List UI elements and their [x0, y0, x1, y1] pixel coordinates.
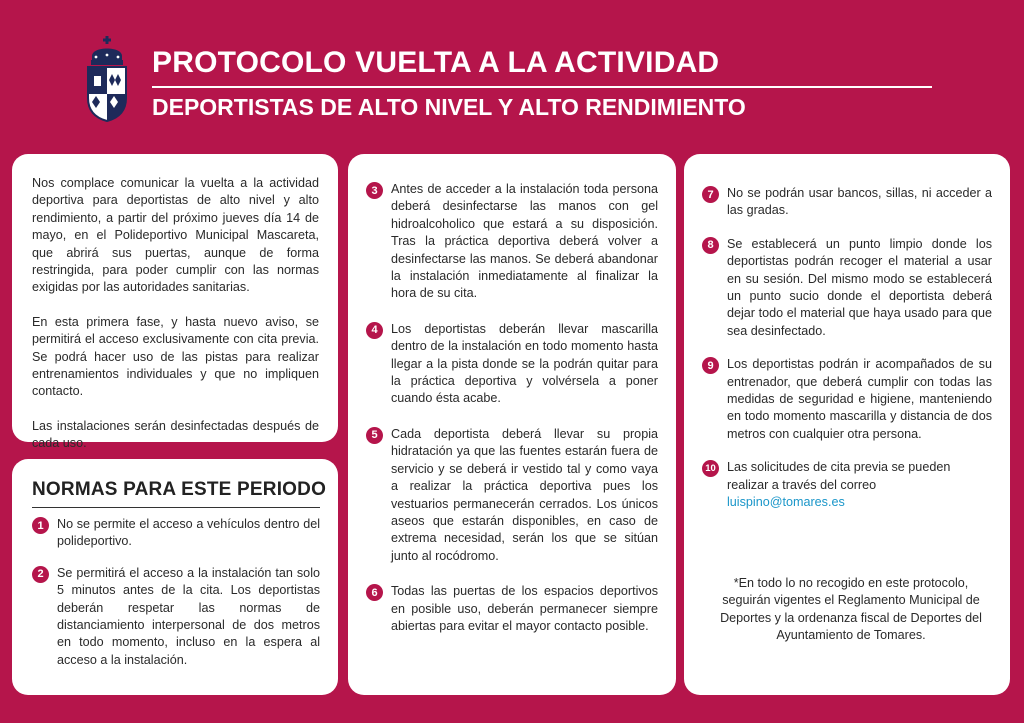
- rule-item: [32, 516, 320, 551]
- normas-card: [12, 459, 338, 695]
- intro-paragraph: En esta primera fase, y hasta nuevo aviso, se permitirá el acceso exclusivamente con cita previa. Se podrá hacer uso de las pistas para realizar entrenamientos individuales y que no impliquen contacto.: [32, 314, 319, 399]
- title-divider: [152, 86, 932, 88]
- rules-card-right: [684, 154, 1010, 695]
- rule-item: [702, 459, 992, 511]
- rule-text: No se podrán usar bancos, sillas, ni acceder a las gradas.: [727, 186, 992, 218]
- rule-number-badge: 2: [32, 566, 49, 583]
- rule-number-badge: 1: [32, 517, 49, 534]
- municipal-coat-of-arms-icon: [84, 36, 130, 122]
- rule-item: [366, 321, 658, 408]
- intro-card: [12, 154, 338, 451]
- rule-item: [366, 181, 658, 303]
- page-title: PROTOCOLO VUELTA A LA ACTIVIDAD: [152, 46, 720, 79]
- rule-text: Todas las puertas de los espacios deportivos en posible uso, deberán permanecer siempre abiertas para evitar el mayor contacto posible.: [391, 584, 658, 633]
- rule-item: [32, 565, 320, 669]
- rule-text: No se permite el acceso a vehículos dentro del polideportivo.: [57, 517, 320, 549]
- rule-item: [366, 583, 658, 635]
- rule-item: [366, 426, 658, 565]
- rule-number-badge: 3: [366, 182, 383, 199]
- rule-text: Los deportistas deberán llevar mascarilla dentro de la instalación en todo momento hasta llegar a la pista donde se la podrán quitar para la práctica deportiva y volvérsela a poner cuando ésta acabe.: [391, 321, 658, 406]
- rule-number-badge: 6: [366, 584, 383, 601]
- rule-text: Se establecerá un punto limpio donde los deportistas podrán recoger el material a usar en su sesión. Del mismo modo se establecerá un punto sucio donde el deportista deberá dejar todo el material que haya usado para que sea desinfectado.: [727, 236, 992, 338]
- rule-number-badge: 5: [366, 427, 383, 444]
- footnote-text: *En todo lo no recogido en este protocolo, seguirán vigentes el Reglamento Municipal de Deportes y la ordenanza fiscal de Deportes del Ayuntamiento de Tomares.: [720, 576, 982, 643]
- rule-text: Se permitirá el acceso a la instalación tan solo 5 minutos antes de la cita. Los deportistas deberán respetar las normas de distanciamiento interpersonal de dos metros en todo momento, incluso en la espera al acceso a la instalación.: [57, 565, 320, 667]
- page-subtitle: DEPORTISTAS DE ALTO NIVEL Y ALTO RENDIMIENTO: [152, 94, 746, 120]
- rule-number-badge: 9: [702, 357, 719, 374]
- rule-number-badge: 7: [702, 186, 719, 203]
- rule-item: [702, 236, 992, 340]
- rule-text: [727, 459, 992, 511]
- rule-text-body: Las solicitudes de cita previa se pueden realizar a través del correo: [727, 460, 951, 492]
- intro-paragraph: Las instalaciones serán desinfectadas después de cada uso.: [32, 418, 319, 451]
- intro-paragraph: Nos complace comunicar la vuelta a la actividad deportiva para deportistas de alto nivel y alto rendimiento, a partir del próximo jueves día 14 de mayo, en el Polideportivo Municipal Mascareta, que abrirá sus puertas, aunque de forma restringida, para poder cumplir con las normas exigidas por las autoridades sanitarias.: [32, 176, 319, 295]
- contact-email-link[interactable]: luispino@tomares.es: [727, 495, 845, 510]
- rules-card-middle: [348, 154, 676, 695]
- footnote: [710, 575, 992, 645]
- rule-text: Antes de acceder a la instalación toda persona deberá desinfectarse las manos con gel hidroalcoholico que estará a su disposición. Tras la práctica deportiva deberá volver a desinfectarse las manos. Se deberá abandonar la instalación inmediatamente al finalizar la hora de su cita.: [391, 182, 658, 301]
- rule-text: Los deportistas podrán ir acompañados de su entrenador, que deberá cumplir con todas las medidas de seguridad e higiene, manteniendo en todo momento mascarilla y distancia de dos metros con cualquier otra persona.: [727, 357, 992, 441]
- rule-item: [702, 185, 992, 220]
- rule-number-badge: 8: [702, 237, 719, 254]
- rule-number-badge: 10: [702, 460, 719, 477]
- rule-number-badge: 4: [366, 322, 383, 339]
- rule-item: [702, 356, 992, 443]
- rule-text: Cada deportista deberá llevar su propia hidratación ya que las fuentes estarán fuera de servicio y se deberá ir vestido tal y como vaya a realizar la práctica deportiva pues los vestuarios permanecerán cerrados. Los únicos aseos que estarán disponibles, en caso de extrema necesidad, serán los que se sitúan junto al rocódromo.: [391, 426, 658, 563]
- normas-heading: NORMAS PARA ESTE PERIODO: [32, 479, 320, 508]
